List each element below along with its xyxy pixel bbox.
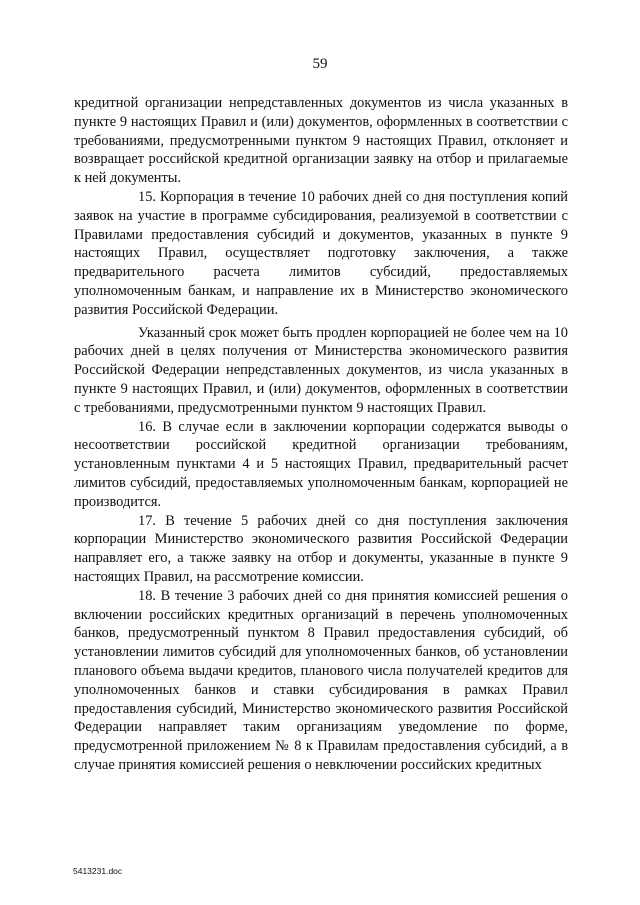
paragraph-item-18: 18. В течение 3 рабочих дней со дня принятия комиссией решения о включении российских кредитных организаций в перечень уполномоченных банков, предусмотренный пунктом 8 Правил предоставления субсидий, об установлении лимитов субсидий для уполномоченных банков, об установлении планового объема выдачи кредитов, планового числа получателей кредитов для уполномоченных банков и ставки субсидирования в рамках Правил предоставления субсидий, Министерство экономического развития Российской Федерации направляет таким организациям уведомление по форме, предусмотренной приложением № 8 к Правилам предоставления субсидий, а в случае принятия комиссией решения о невключении российских кредитных (74, 587, 568, 773)
paragraph-item-17: 17. В течение 5 рабочих дней со дня поступления заключения корпорации Министерство экономического развития Российской Федерации направляет его, а также заявку на отбор и документы, указанные в пункте 9 настоящих Правил, на рассмотрение комиссии. (74, 512, 568, 585)
page-number: 59 (312, 56, 328, 72)
paragraph-deadline-extension: Указанный срок может быть продлен корпорацией не более чем на 10 рабочих дней в целях получения от Министерства экономического развития Российской Федерации непредставленных документов, из числа указанных в пункте 9 настоящих Правил, и (или) документов, оформленных в соответствии с требованиями, предусмотренными пунктом 9 настоящих Правил. (74, 324, 568, 416)
paragraph-item-15: 15. Корпорация в течение 10 рабочих дней со дня поступления копий заявок на участие в программе субсидирования, реализуемой в соответствии с Правилами предоставления субсидий и документов, указанных в пункте 9 настоящих Правил, осуществляет подготовку заключения, а также предварительного расчета лимитов субсидий, предоставляемых уполномоченным банкам, и направление их в Министерство экономического развития Российской Федерации. (74, 188, 568, 318)
paragraph-continuation: кредитной организации непредставленных документов из числа указанных в пункте 9 настоящих Правил и (или) документов, оформленных в соответствии с требованиями, предусмотренными пунктом 9 настоящих Правил, отклоняет и возвращает российской кредитной организации заявку на отбор и прилагаемые к ней документы. (74, 95, 568, 187)
paragraph-item-16: 16. В случае если в заключении корпорации содержатся выводы о несоответствии российской кредитной организации требованиям, установленным пунктами 4 и 5 настоящих Правил, предварительный расчет лимитов субсидий, предоставляемых уполномоченным банкам, корпорацией не производится. (74, 418, 568, 510)
document-footer: 5413231.doc (73, 866, 123, 876)
document-body (74, 94, 568, 775)
